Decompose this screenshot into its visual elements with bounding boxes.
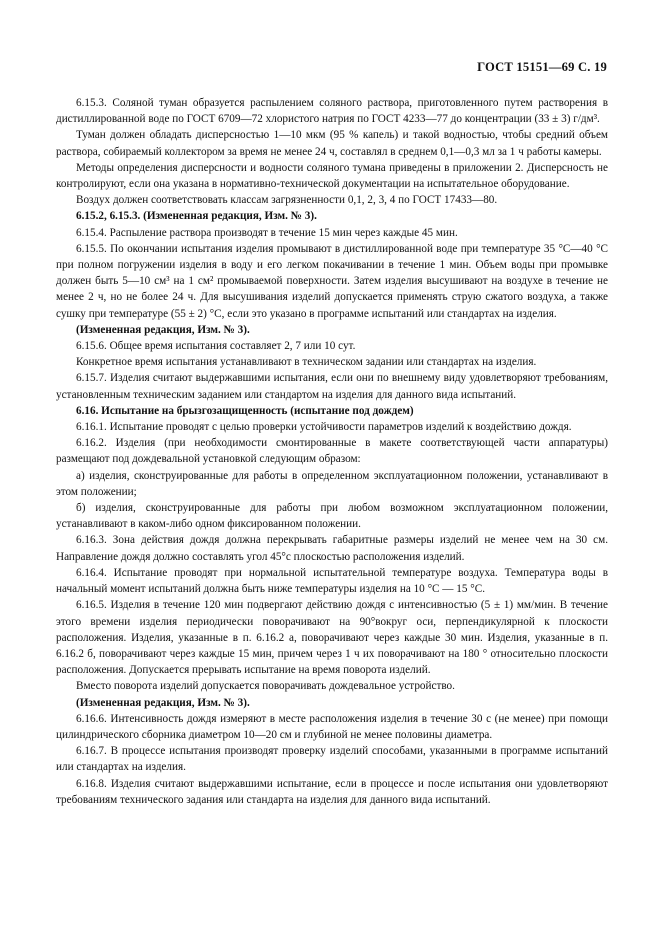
paragraph-fog-dispersion: Туман должен обладать дисперсностью 1—10 мкм (95 % капель) и такой водностью, чтобы средний объем раствора, собираемый коллектором за время не менее 24 ч, составлял в среднем 0,1—0,3 мл за 1 ч работы камеры. bbox=[56, 129, 608, 158]
amendment-note: (Измененная редакция, Изм. № 3). bbox=[76, 696, 250, 709]
amendment-note: 6.15.2, 6.15.3. (Измененная редакция, Изм. № 3). bbox=[76, 210, 317, 223]
amendment-note: (Измененная редакция, Изм. № 3). bbox=[76, 323, 250, 336]
list-item-a: а) изделия, сконструированные для работы в определенном эксплуатационном положении, устанавливают в этом положении; bbox=[56, 469, 608, 498]
paragraph-6-16-3: 6.16.3. Зона действия дождя должна перекрывать габаритные размеры изделий не менее чем на 30 см. Направление дождя должно составлять угол 45°с плоскостью расположения изделий. bbox=[56, 534, 608, 563]
paragraph-rain-device: Вместо поворота изделий допускается поворачивать дождевальное устройство. bbox=[76, 680, 455, 693]
running-header: ГОСТ 15151—69 С. 19 bbox=[477, 60, 607, 74]
paragraph-air-classes: Воздух должен соответствовать классам загрязненности 0,1, 2, 3, 4 по ГОСТ 17433—80. bbox=[76, 194, 498, 207]
section-heading-6-16: 6.16. Испытание на брызгозащищенность (испытание под дождем) bbox=[76, 404, 414, 417]
paragraph-6-15-6: 6.15.6. Общее время испытания составляет 2, 7 или 10 сут. bbox=[76, 340, 356, 353]
paragraph-6-16-4: 6.16.4. Испытание проводят при нормальной испытательной температуре воздуха. Температура воды в начальный момент испытаний должна быть ниже температуры изделия на 10 °C — 15 °C. bbox=[56, 566, 608, 596]
paragraph-6-16-5: 6.16.5. Изделия в течение 120 мин подвергают действию дождя с интенсивностью (5 ± 1) мм/мин. В течение этого времени изделия периодически поворачивают на 90°вокруг оси, перпендикулярной к плоскости расположения. Изделия, указанные в п. 6.16.2 а, поворачивают через каждые 30 мин. Изделия, указанные в п. 6.16.2 б, поворачивают через каждые 15 мин, причем через 1 ч их поворачивают на 180 ° относительно плоскости расположения. Допускается прерывать испытание на время поворота изделий. bbox=[56, 599, 608, 677]
paragraph-6-15-4: 6.15.4. Распыление раствора производят в течение 15 мин через каждые 45 мин. bbox=[76, 226, 458, 239]
paragraph-6-15-3: 6.15.3. Соляной туман образуется распылением соляного раствора, приготовленного путем растворения в дистиллированной воде по ГОСТ 6709—72 хлористого натрия по ГОСТ 4233—77 до концентрации (33 ± 3) г/дм³. bbox=[56, 97, 608, 126]
paragraph-measurement-methods: Методы определения дисперсности и водности соляного тумана приведены в приложении 2. Дисперсность не контролируют, если она указана в нормативно-технической документации на испытательное оборудование. bbox=[56, 161, 608, 191]
paragraph-test-duration: Конкретное время испытания устанавливают в техническом задании или стандартах на изделия. bbox=[76, 356, 537, 369]
paragraph-6-15-7: 6.15.7. Изделия считают выдержавшими испытания, если они по внешнему виду удовлетворяют требованиям, установленным техническим заданием или стандартом на изделия для данного вида испытаний. bbox=[56, 372, 608, 401]
paragraph-6-16-7: 6.16.7. В процессе испытания производят проверку изделий способами, указанными в программе испытаний или стандартах на изделия. bbox=[56, 745, 608, 774]
paragraph-6-16-8: 6.16.8. Изделия считают выдержавшими испытание, если в процессе и после испытания они удовлетворяют требованиям технического задания или стандарта на изделия для данного вида испытаний. bbox=[56, 777, 608, 806]
paragraph-6-15-5: 6.15.5. По окончании испытания изделия промывают в дистиллированной воде при температуре 35 °C—40 °C при полном погружении изделия в воду и его легком покачивании в течение 1 мин. Объем воды при промывке должен быть 5—10 см³ на 1 см² промываемой поверхности. Затем изделия высушивают на воздухе в течение не менее 2 ч, но не более 24 ч. Для высушивания изделий допускается применять струю сжатого воздуха, а также сушку при температуре (55 ± 2) °C, если это указано в программе испытаний или стандартах на изделия. bbox=[56, 242, 608, 320]
document-body bbox=[56, 95, 608, 808]
paragraph-6-16-1: 6.16.1. Испытание проводят с целью проверки устойчивости параметров изделий к воздействию дождя. bbox=[76, 421, 572, 434]
paragraph-6-16-2: 6.16.2. Изделия (при необходимости смонтированные в макете соответствующей части аппаратуры) размещают под дождевальной установкой следующим образом: bbox=[56, 437, 608, 466]
list-item-b: б) изделия, сконструированные для работы при любом возможном эксплуатационном положении, устанавливают в каком-либо одном фиксированном положении. bbox=[56, 502, 608, 531]
paragraph-6-16-6: 6.16.6. Интенсивность дождя измеряют в месте расположения изделия в течение 30 с (не менее) при помощи цилиндрического сборника диаметром 10—20 см и глубиной не менее половины диаметра. bbox=[56, 712, 608, 741]
